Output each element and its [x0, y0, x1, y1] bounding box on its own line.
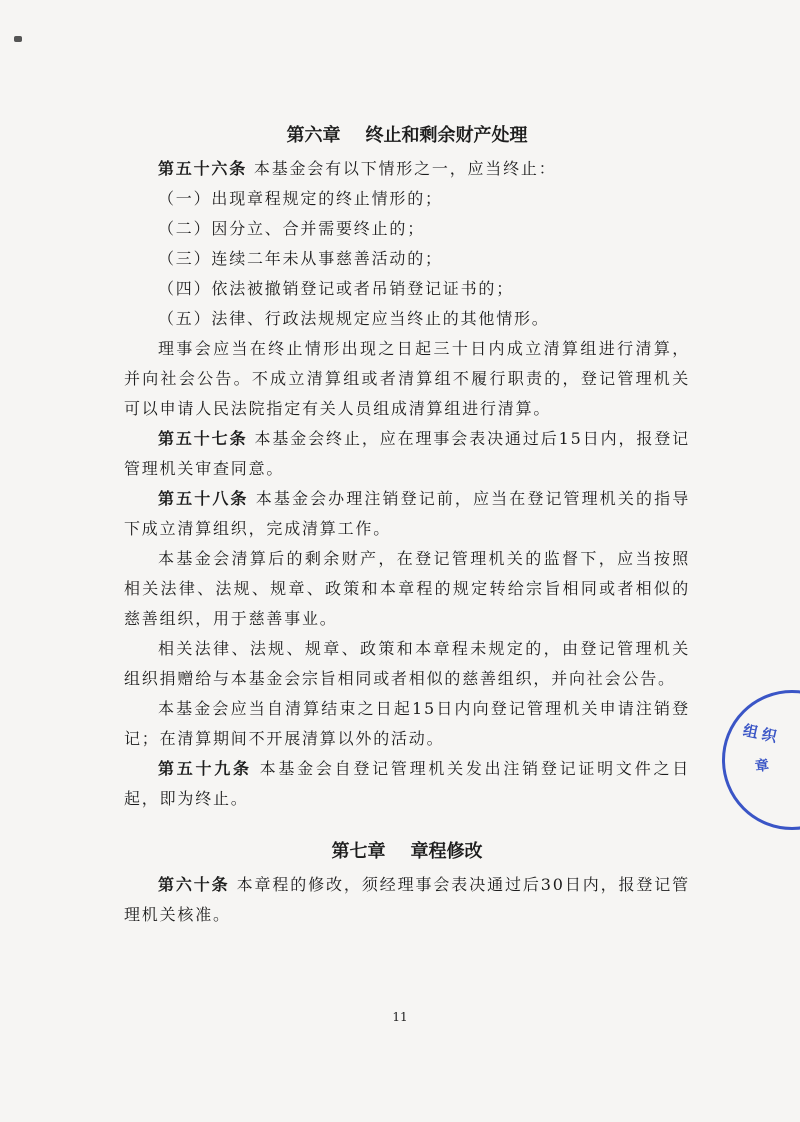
article-56-item-2: （二）因分立、合并需要终止的；	[158, 219, 426, 238]
article-60-label: 第六十条	[158, 875, 230, 894]
article-58-paragraph-3: 本基金会应当自清算结束之日起15日内向登记管理机关申请注销登记；在清算期间不开展清算以外的活动。	[124, 699, 690, 748]
article-56-item-1: （一）出现章程规定的终止情形的；	[158, 189, 443, 208]
article-58-paragraph-1: 本基金会清算后的剩余财产，在登记管理机关的监督下，应当按照相关法律、法规、规章、政策和本章程的规定转给宗旨相同或者相似的慈善组织，用于慈善事业。	[124, 549, 690, 628]
article-56-text: 本基金会有以下情形之一，应当终止：	[253, 159, 557, 178]
article-58-label: 第五十八条	[158, 489, 249, 508]
document-body	[124, 124, 690, 930]
article-56-label: 第五十六条	[158, 159, 248, 178]
article-59-text: 本基金会自登记管理机关发出注销登记证明文件之日起，即为终止。	[124, 759, 690, 808]
article-60	[124, 870, 690, 930]
article-58-paragraph-2: 相关法律、法规、规章、政策和本章程未规定的，由登记管理机关组织捐赠给与本基金会宗旨相同或者相似的慈善组织，并向社会公告。	[124, 639, 690, 688]
article-59-label: 第五十九条	[158, 759, 252, 778]
article-57	[124, 424, 690, 484]
article-57-label: 第五十七条	[158, 429, 248, 448]
article-58-text: 本基金会办理注销登记前，应当在登记管理机关的指导下成立清算组织，完成清算工作。	[124, 489, 691, 538]
article-58	[124, 484, 690, 544]
article-60-text: 本章程的修改，须经理事会表决通过后30日内，报登记管理机关核准。	[124, 875, 690, 924]
article-56-item-5: （五）法律、行政法规规定应当终止的其他情形。	[158, 309, 550, 328]
article-56-item-4: （四）依法被撤销登记或者吊销登记证书的；	[158, 279, 515, 298]
stamp-text-2: 章	[754, 756, 775, 776]
chapter-7-title: 第七章 章程修改	[331, 841, 483, 862]
article-56-paragraph: 理事会应当在终止情形出现之日起三十日内成立清算组进行清算，并向社会公告。不成立清算组或者清算组不履行职责的，登记管理机关可以申请人民法院指定有关人员组成清算组进行清算。	[124, 339, 690, 418]
chapter-6-title: 第六章 终止和剩余财产处理	[286, 125, 528, 146]
article-56-item-3: （三）连续二年未从事慈善活动的；	[158, 249, 443, 268]
scan-artifact	[14, 36, 22, 42]
article-56	[124, 154, 690, 184]
article-59	[124, 754, 690, 814]
page-number: 11	[392, 1010, 408, 1024]
article-57-text: 本基金会终止，应在理事会表决通过后15日内，报登记管理机关审查同意。	[124, 429, 690, 478]
stamp-text-1: 组织	[741, 721, 783, 747]
